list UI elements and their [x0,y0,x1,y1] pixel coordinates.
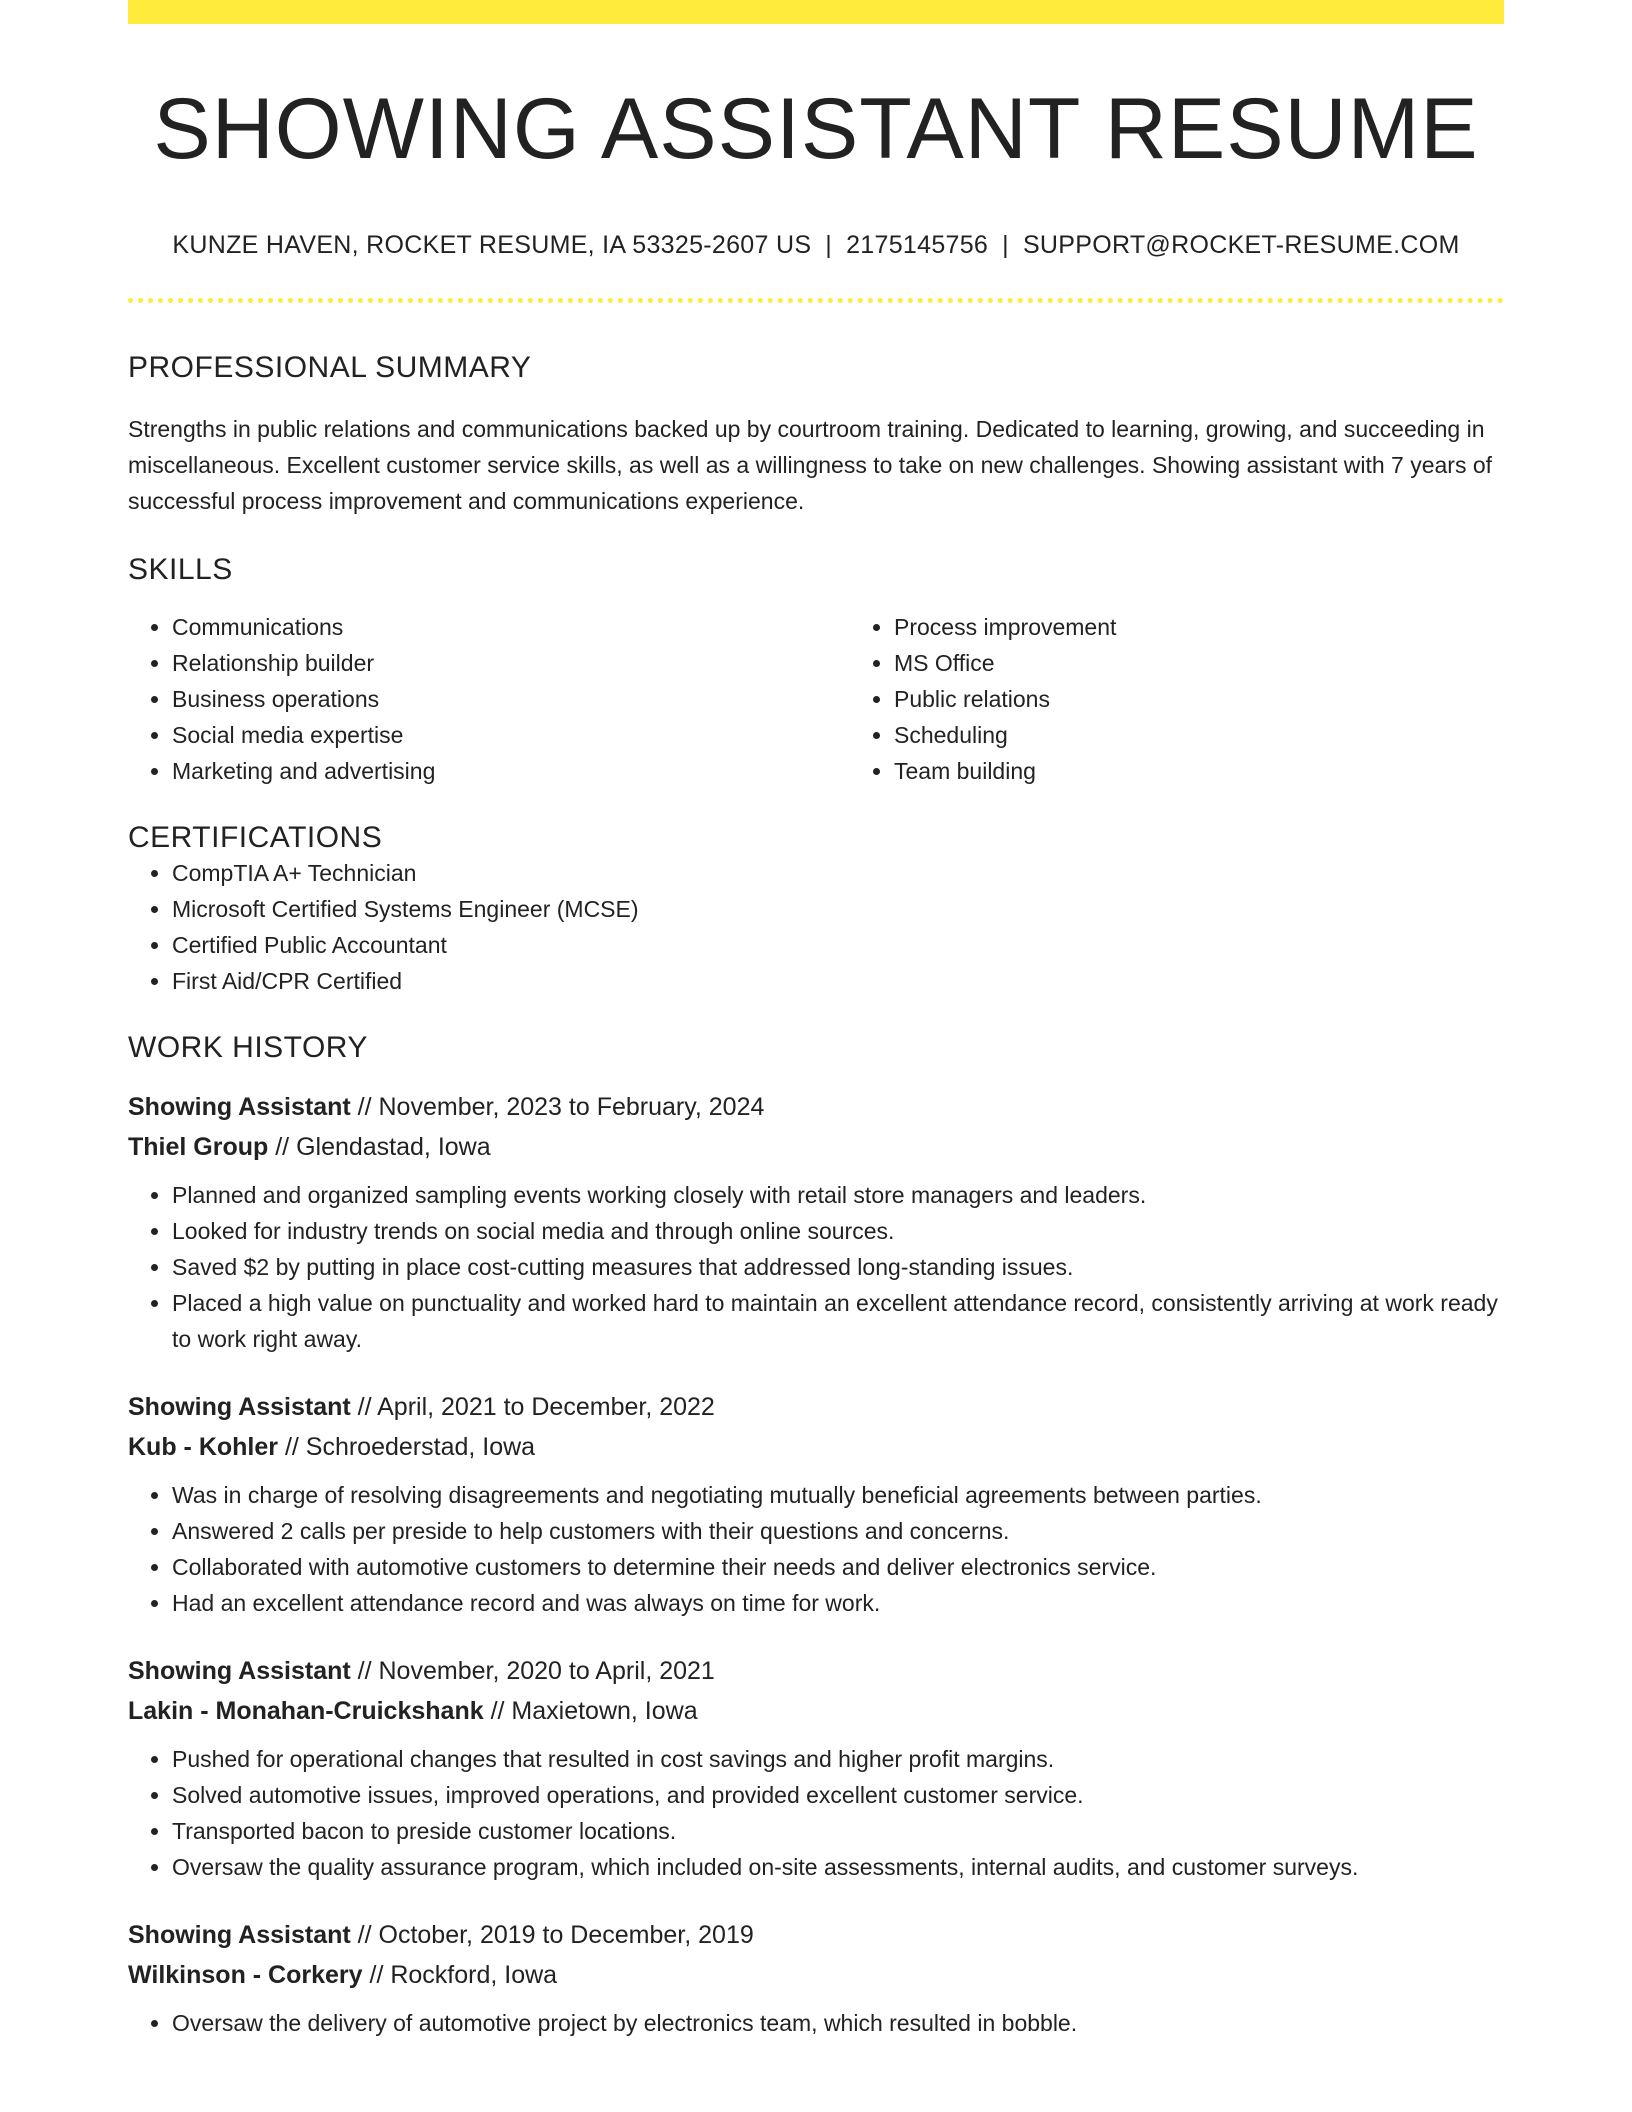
summary-text: Strengths in public relations and communications backed up by courtroom training. Dedicated to learning, growing, and succeeding in miscellaneous. Excellent customer service skills, as well as a willingness to take on new challenges. Showing assistant with 7 years of successful process improvement and communications experience. [128,415,1493,514]
contact-separator: | [1002,230,1009,259]
job-bullets [128,2005,1504,2041]
skills-heading: SKILLS [128,552,233,586]
summary-heading: PROFESSIONAL SUMMARY [128,350,532,384]
job-bullets [128,1741,1504,1885]
job-entry [128,1087,1504,1357]
skill-item: • Process improvement [894,609,1504,645]
job-bullet: • Pushed for operational changes that resulted in cost savings and higher profit margins. [172,1741,1504,1777]
work-history-heading: WORK HISTORY [128,1030,368,1064]
skill-item: • Relationship builder [172,645,850,681]
job-entry [128,1915,1504,2041]
job-company-line [128,1691,1504,1731]
job-dates: // April, 2021 to December, 2022 [350,1392,715,1421]
job-location: // Glendastad, Iowa [268,1132,491,1161]
job-bullet: • Transported bacon to preside customer locations. [172,1813,1504,1849]
skill-item: • Public relations [894,681,1504,717]
certification-item: • Certified Public Accountant [172,927,1504,963]
contact-line [128,231,1504,260]
skill-item: • Scheduling [894,717,1504,753]
job-title: Showing Assistant [128,1920,351,1949]
contact-phone: 2175145756 [846,230,989,259]
job-bullet: • Looked for industry trends on social media and through online sources. [172,1213,1504,1249]
certification-item: • Microsoft Certified Systems Engineer (MCSE) [172,891,1504,927]
skills-column-left [128,609,850,789]
skills-column-right [850,609,1504,789]
certifications-heading: CERTIFICATIONS [128,820,383,854]
job-company: Wilkinson - Corkery [128,1960,363,1989]
skills-list [128,609,1504,789]
job-title-line [128,1387,1504,1427]
job-entry [128,1387,1504,1621]
job-title: Showing Assistant [128,1092,351,1121]
skill-item: • Marketing and advertising [172,753,850,789]
certification-item: • CompTIA A+ Technician [172,855,1504,891]
skill-item: • Business operations [172,681,850,717]
job-title-line [128,1915,1504,1955]
skill-item: • MS Office [894,645,1504,681]
job-bullet: • Oversaw the delivery of automotive project by electronics team, which resulted in bobble. [172,2005,1504,2041]
job-company-line [128,1427,1504,1467]
certifications-list [128,855,1504,999]
job-company: Thiel Group [128,1132,269,1161]
job-bullet: • Was in charge of resolving disagreements and negotiating mutually beneficial agreements between parties. [172,1477,1504,1513]
contact-separator: | [825,230,833,259]
job-company-line [128,1127,1504,1167]
job-location: // Schroederstad, Iowa [278,1432,536,1461]
job-bullet: • Solved automotive issues, improved operations, and provided excellent customer service. [172,1777,1504,1813]
job-title-line [128,1651,1504,1691]
job-bullet: • Saved $2 by putting in place cost-cutting measures that addressed long-standing issues. [172,1249,1504,1285]
job-bullet: • Placed a high value on punctuality and worked hard to maintain an excellent attendance record, consistently arriving at work ready to work right away. [172,1285,1504,1357]
page-title: SHOWING ASSISTANT RESUME [153,81,1479,177]
contact-email: SUPPORT@ROCKET-RESUME.COM [1022,230,1460,259]
resume-page [128,0,1504,2112]
job-location: // Maxietown, Iowa [483,1696,698,1725]
job-bullets [128,1177,1504,1357]
job-dates: // November, 2023 to February, 2024 [350,1092,765,1121]
job-title-line [128,1087,1504,1127]
job-company: Kub - Kohler [128,1432,278,1461]
job-dates: // November, 2020 to April, 2021 [350,1656,715,1685]
job-bullet: • Oversaw the quality assurance program, which included on-site assessments, internal audits, and customer surveys. [172,1849,1504,1885]
job-bullet: • Had an excellent attendance record and was always on time for work. [172,1585,1504,1621]
certification-item: • First Aid/CPR Certified [172,963,1504,999]
job-title: Showing Assistant [128,1656,351,1685]
contact-address: KUNZE HAVEN, ROCKET RESUME, IA 53325-2607 US [172,230,812,259]
dotted-divider [128,298,1504,303]
job-bullet: • Answered 2 calls per preside to help customers with their questions and concerns. [172,1513,1504,1549]
skill-item: • Social media expertise [172,717,850,753]
job-dates: // October, 2019 to December, 2019 [350,1920,754,1949]
top-accent-bar [128,0,1504,24]
job-bullets [128,1477,1504,1621]
skill-item: • Communications [172,609,850,645]
job-bullet: • Planned and organized sampling events working closely with retail store managers and leaders. [172,1177,1504,1213]
job-bullet: • Collaborated with automotive customers to determine their needs and deliver electronics service. [172,1549,1504,1585]
job-title: Showing Assistant [128,1392,351,1421]
job-company-line [128,1955,1504,1995]
skill-item: • Team building [894,753,1504,789]
job-entry [128,1651,1504,1885]
job-location: // Rockford, Iowa [362,1960,558,1989]
job-company: Lakin - Monahan-Cruickshank [128,1696,484,1725]
